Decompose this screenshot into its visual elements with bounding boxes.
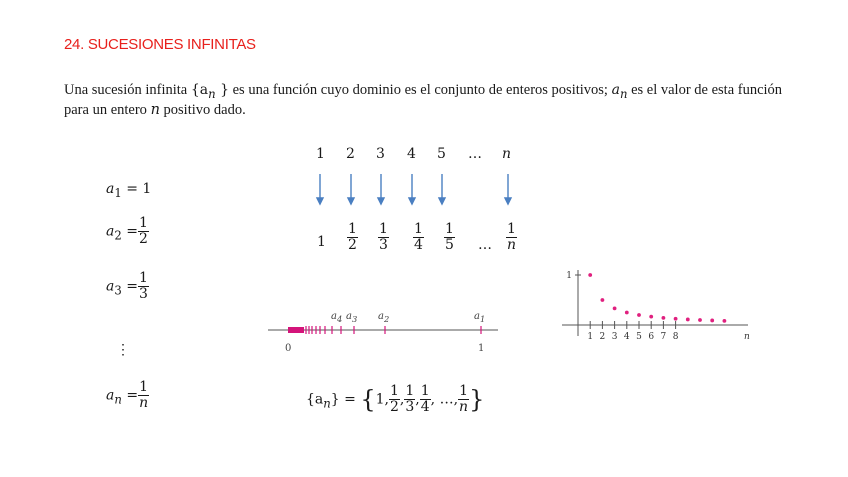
- x-axis-label: n: [744, 332, 750, 342]
- data-point: [674, 317, 678, 321]
- index-3: 3: [376, 146, 385, 162]
- x-tick-label: 6: [648, 332, 655, 342]
- index-5: 5: [437, 146, 446, 162]
- data-point: [613, 306, 617, 310]
- index-ellipsis: …: [468, 146, 482, 162]
- value-1: 1: [317, 234, 326, 250]
- label-a3: $a_3$: [346, 311, 358, 324]
- intro-text-4: positivo dado.: [159, 101, 246, 118]
- page-title: 24. SUCESIONES INFINITAS: [64, 36, 256, 53]
- x-tick-label: 2: [599, 332, 606, 342]
- vertical-ellipsis: ⋮: [116, 342, 130, 358]
- intro-text-3: es el valor de esta función para un entero: [64, 82, 783, 118]
- x-tick-label: 8: [672, 332, 679, 342]
- accumulation-band: [288, 327, 304, 333]
- x-tick-label: 1: [587, 332, 594, 342]
- index-4: 4: [407, 146, 416, 162]
- term-a1: $a_1 = 1$: [106, 181, 152, 200]
- data-point: [588, 273, 592, 277]
- n-symbol: n: [150, 101, 160, 118]
- intro-text-2: es una función cuyo dominio es el conjunto de enteros positivos;: [229, 82, 612, 98]
- x-tick-label: 7: [660, 332, 667, 342]
- data-point: [710, 319, 714, 323]
- term-a2: $a_2$ = $\frac{1}{2}$: [106, 215, 148, 247]
- x-tick-label: 3: [611, 332, 618, 342]
- data-point: [723, 319, 727, 323]
- x-tick-label: 5: [636, 332, 642, 342]
- index-1: 1: [316, 146, 325, 162]
- label-zero: 0: [285, 343, 292, 354]
- data-point: [625, 311, 629, 315]
- data-point: [698, 318, 702, 322]
- value-1-over-n: $\frac{1}{n}$: [507, 221, 517, 253]
- data-point: [662, 316, 666, 320]
- sequence-symbol: {$a_n$ }: [190, 82, 229, 101]
- index-n: n: [502, 146, 512, 162]
- an-symbol: $a_n$: [611, 82, 628, 101]
- definition-paragraph: [64, 82, 784, 118]
- data-point: [649, 315, 653, 319]
- term-a3: $a_3$ = $\frac{1}{3}$: [106, 270, 148, 302]
- mapping-arrows: [300, 170, 530, 210]
- label-one: 1: [478, 343, 485, 354]
- label-a4: $a_4$: [331, 311, 343, 324]
- value-third: $\frac{1}{3}$: [379, 221, 388, 253]
- sequence-scatter-chart: [558, 262, 758, 352]
- set-notation: $\{a_n\} = \{1$, $\frac{1}{2}$ , $\frac{1}{3}$ , $\frac{1}{4}$ , …, $\frac{1}{n}$ }: [306, 383, 485, 415]
- label-a2: $a_2$: [378, 311, 390, 324]
- y-tick-label: 1: [566, 271, 572, 281]
- index-2: 2: [346, 146, 355, 162]
- data-point: [686, 318, 690, 322]
- data-point: [601, 298, 605, 302]
- value-fifth: $\frac{1}{5}$: [445, 221, 454, 253]
- data-point: [637, 313, 641, 317]
- intro-text-1: Una sucesión infinita: [64, 82, 191, 98]
- value-half: $\frac{1}{2}$: [348, 221, 357, 253]
- value-quarter: $\frac{1}{4}$: [414, 221, 423, 253]
- value-ellipsis: …: [478, 237, 492, 253]
- label-a1: $a_1$: [474, 311, 486, 324]
- term-an: $a_n$ = $\frac{1}{n}$: [106, 379, 149, 411]
- x-tick-label: 4: [623, 332, 630, 342]
